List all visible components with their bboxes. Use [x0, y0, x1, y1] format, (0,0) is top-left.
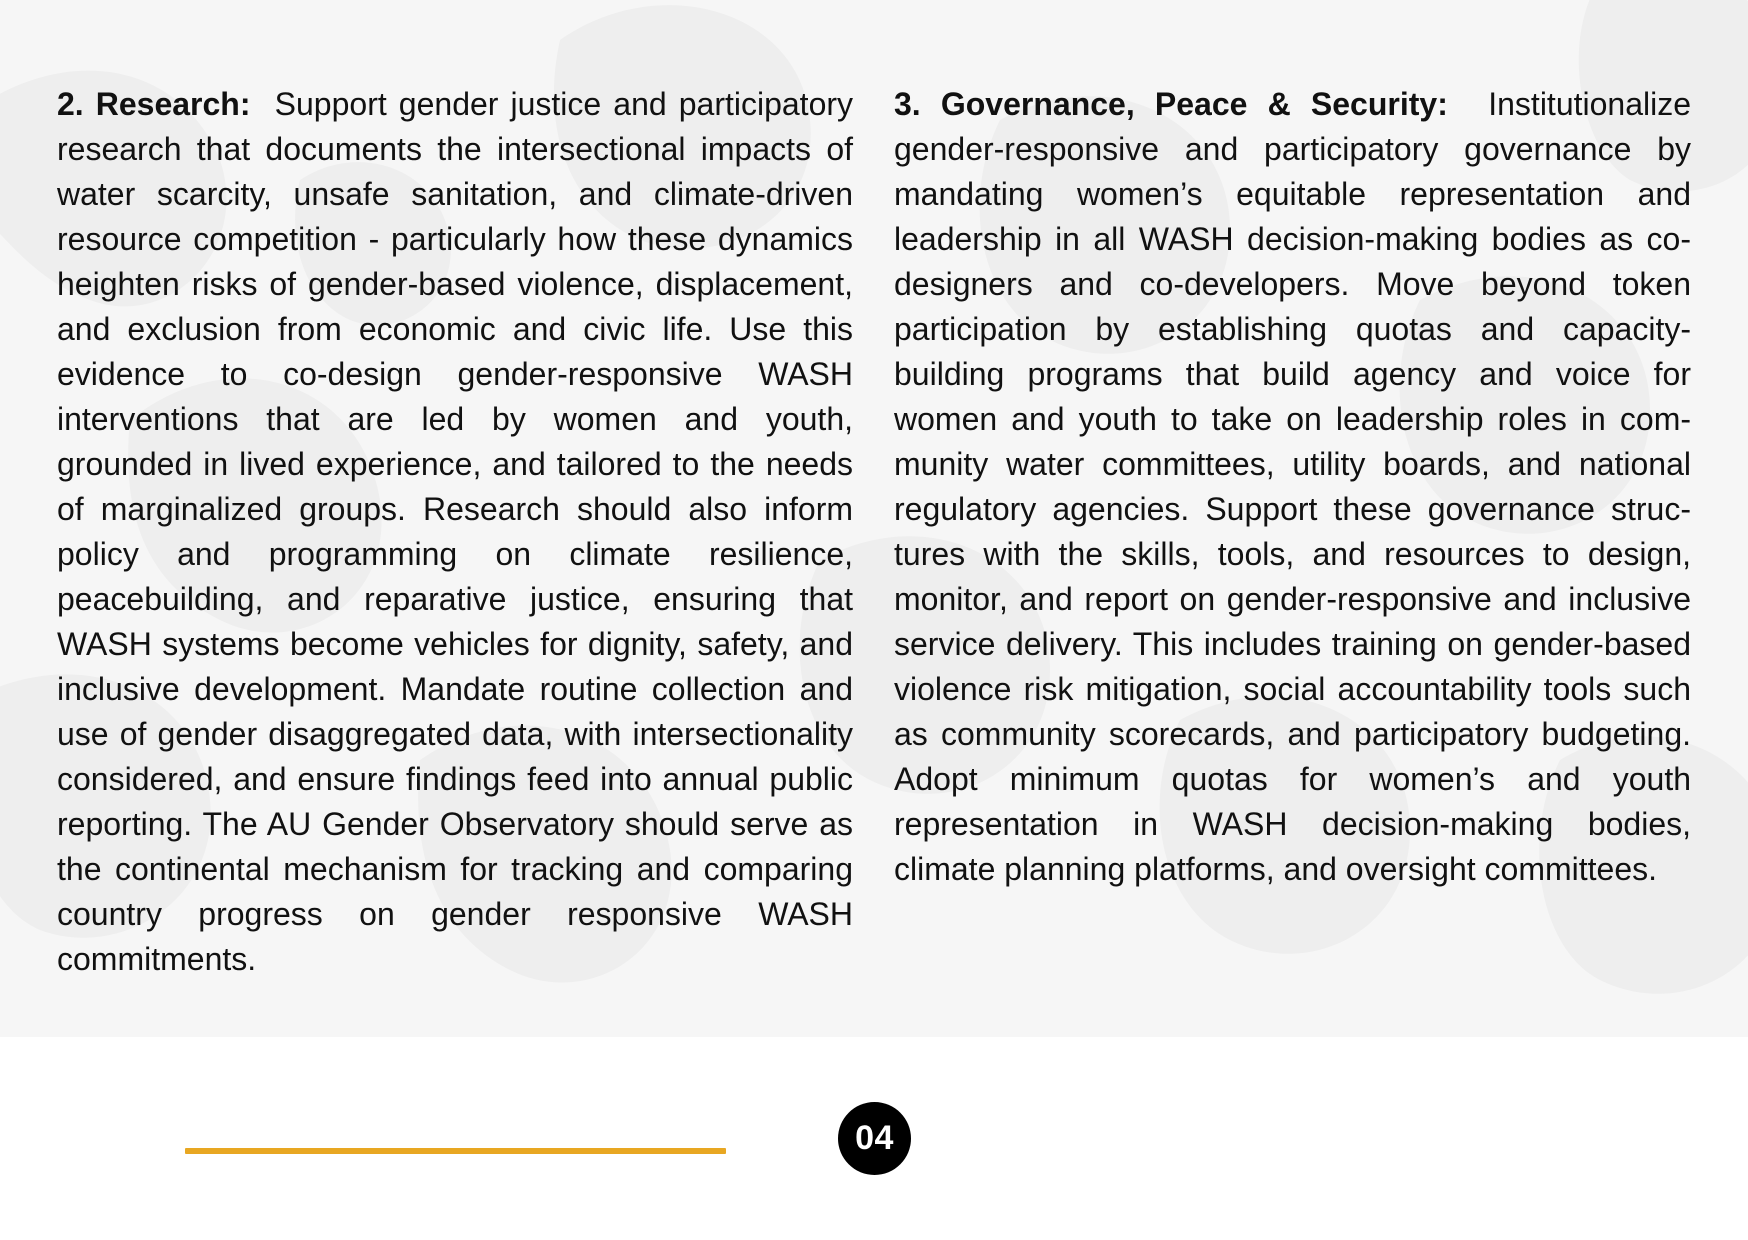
governance-heading: 3. Governance, Peace & Security:	[894, 86, 1448, 122]
research-heading: 2. Research:	[57, 86, 251, 122]
footer-accent-rule	[185, 1148, 726, 1154]
governance-section	[894, 82, 1691, 892]
governance-body: Institutionalize gender-responsive and participatory governance by mandating women’s equitable representation and leadership in all WASH decision-making bodies as co-designers and co-developers. Move beyond token participation by establishing quotas and capacity-building programs that build agency and voice for women and youth to take on leadership roles in community water committees, utility boards, and national regulatory agencies. Support these governance structures with the skills, tools, and resources to design, monitor, and report on gender-responsive and inclusive service delivery. This includes training on gender-based violence risk mitigation, social accountability tools such as community scorecards, and participatory budgeting. Adopt minimum quotas for women’s and youth representation in WASH decision-making bodies, climate planning platforms, and oversight committees.	[894, 86, 1692, 887]
research-section	[57, 82, 853, 982]
page-number-badge: 04	[838, 1102, 911, 1175]
research-body: Support gender justice and participatory research that documents the intersectional impacts of water scarcity, unsafe sanitation, and climate-driven resource competition - particularly how these dynamics heighten risks of gender-based violence, displacement, and exclusion from economic and civic life. Use this evidence to co-design gender-responsive WASH interventions that are led by women and youth, grounded in lived experience, and tailored to the needs of marginalized groups. Research should also inform policy and programming on climate resilience, peacebuilding, and reparative justice, ensuring that WASH systems become vehicles for dignity, safety, and inclusive development. Mandate routine collection and use of gender disaggregated data, with intersectionality considered, and ensure findings feed into annual public reporting. The AU Gender Observatory should serve as the continental mechanism for tracking and comparing country progress on gender responsive WASH commitments.	[57, 86, 854, 977]
